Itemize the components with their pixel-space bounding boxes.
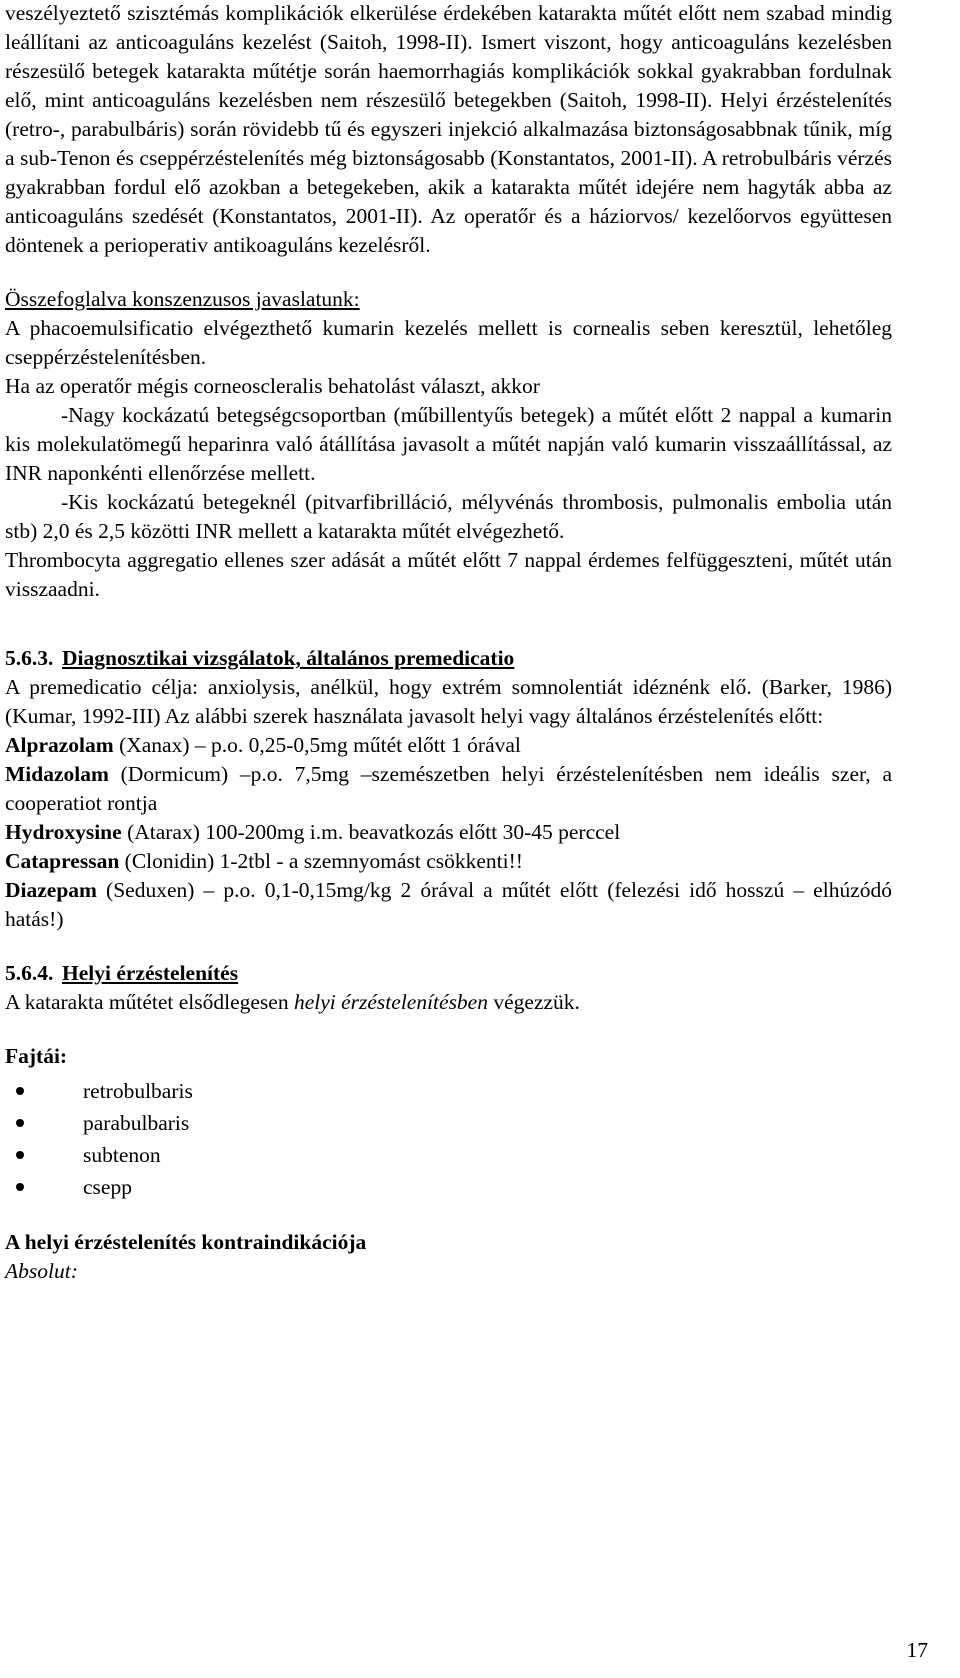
sentence-text: végezzük. bbox=[487, 990, 580, 1014]
drug-name: Catapressan bbox=[5, 849, 120, 873]
drug-name: Alprazolam bbox=[5, 733, 114, 757]
local-anesthesia-sentence bbox=[5, 988, 892, 1017]
document-page bbox=[5, 0, 892, 1286]
drug-detail: (Xanax) – p.o. 0,25-0,5mg műtét előtt 1 órával bbox=[113, 733, 521, 757]
intro-paragraph: veszélyeztető szisztémás komplikációk elkerülése érdekében katarakta műtét előtt nem szabad mindig leállítani az anticoaguláns kezelést (Saitoh, 1998-II). Ismert viszont, hogy anticoaguláns kezelésben részesülő betegek katarakta műtétje során haemorrhagiás komplikációk sokkal gyakrabban fordulnak elő, mint anticoaguláns kezelésben nem részesülő betegekben (Saitoh, 1998-II). Helyi érzéstelenítés (retro-, parabulbáris) során rövidebb tű és egyszeri injekció alkalmazása biztonságosabbnak tűnik, míg a sub-Tenon és cseppérzéstelenítés még biztonságosabb (Konstantatos, 2001-II). A retrobulbáris vérzés gyakrabban fordul elő azokban a betegekeben, akik a katarakta műtét idejére nem hagyták abba az anticoaguláns szedését (Konstantatos, 2001-II). Az operatőr és a háziorvos/ kezelőorvos együttesen döntenek a perioperativ antikoaguláns kezelésről. bbox=[5, 1, 892, 257]
contraindication-heading: A helyi érzéstelenítés kontraindikációja bbox=[5, 1230, 367, 1254]
drug-line bbox=[5, 847, 892, 876]
section-number: 5.6.4. bbox=[5, 961, 54, 985]
summary-paragraph-1: A phacoemulsificatio elvégezthető kumarin kezelés mellett is cornealis seben keresztül, lehetőleg cseppérzéstelenítésben. bbox=[5, 316, 892, 369]
summary-paragraph-4: -Kis kockázatú betegeknél (pitvarfibrilláció, mélyvénás thrombosis, pulmonalis embolia után stb) 2,0 és 2,5 közötti INR mellett a katarakta műtét elvégezhető. bbox=[5, 490, 892, 543]
list-item: parabulbaris bbox=[5, 1107, 892, 1139]
sentence-italic: helyi érzéstelenítésben bbox=[293, 990, 488, 1014]
absolute-label-text: Absolut: bbox=[5, 1259, 78, 1283]
types-heading: Fajtái: bbox=[5, 1044, 68, 1068]
page-number: 17 bbox=[906, 1638, 928, 1662]
summary-paragraph-3: -Nagy kockázatú betegségcsoportban (műbillentyűs betegek) a műtét előtt 2 nappal a kumarin kis molekulatömegű heparinra való átállítása javasolt a műtét napján való kumarin visszaállítással, az INR naponkénti ellenőrzése mellett. bbox=[5, 403, 892, 485]
list-item: csepp bbox=[5, 1171, 892, 1203]
drug-line bbox=[5, 876, 892, 934]
section-heading-563 bbox=[5, 644, 892, 673]
section-title: Diagnosztikai vizsgálatok, általános premedicatio bbox=[62, 646, 515, 670]
list-item: retrobulbaris bbox=[5, 1075, 892, 1107]
drug-line bbox=[5, 818, 892, 847]
drug-detail: (Atarax) 100-200mg i.m. beavatkozás előtt 30-45 perccel bbox=[121, 820, 621, 844]
drug-line bbox=[5, 731, 892, 760]
drug-detail: (Dormicum) –p.o. 7,5mg –szemészetben helyi érzéstelenítésben nem ideális szer, a cooperatiot rontja bbox=[5, 762, 892, 815]
section-number: 5.6.3. bbox=[5, 646, 54, 670]
absolute-label bbox=[5, 1257, 892, 1286]
drug-name: Midazolam bbox=[5, 762, 109, 786]
summary-paragraph-2: Ha az operatőr mégis corneoscleralis behatolást választ, akkor bbox=[5, 374, 540, 398]
drug-name: Hydroxysine bbox=[5, 820, 122, 844]
sentence-text: A katarakta műtétet elsődlegesen bbox=[5, 990, 294, 1014]
drug-detail: (Clonidin) 1-2tbl - a szemnyomást csökkenti!! bbox=[119, 849, 523, 873]
section-title: Helyi érzéstelenítés bbox=[62, 961, 239, 985]
drug-name: Diazepam bbox=[5, 878, 97, 902]
types-list bbox=[5, 1075, 892, 1203]
list-item: subtenon bbox=[5, 1139, 892, 1171]
summary-paragraph-5: Thrombocyta aggregatio ellenes szer adását a műtét előtt 7 nappal érdemes felfüggeszteni, műtét után visszaadni. bbox=[5, 548, 892, 601]
drug-detail: (Seduxen) – p.o. 0,1-0,15mg/kg 2 órával a műtét előtt (felezési idő hosszú – elhúzódó hatás!) bbox=[5, 878, 892, 931]
premedication-intro: A premedicatio célja: anxiolysis, anélkül, hogy extrém somnolentiát idéznénk elő. (Barker, 1986) (Kumar, 1992-III) Az alábbi szerek használata javasolt helyi vagy általános érzéstelenítés előtt: bbox=[5, 675, 892, 728]
summary-heading: Összefoglalva konszenzusos javaslatunk: bbox=[5, 287, 360, 311]
drug-line bbox=[5, 760, 892, 818]
section-heading-564 bbox=[5, 959, 892, 988]
